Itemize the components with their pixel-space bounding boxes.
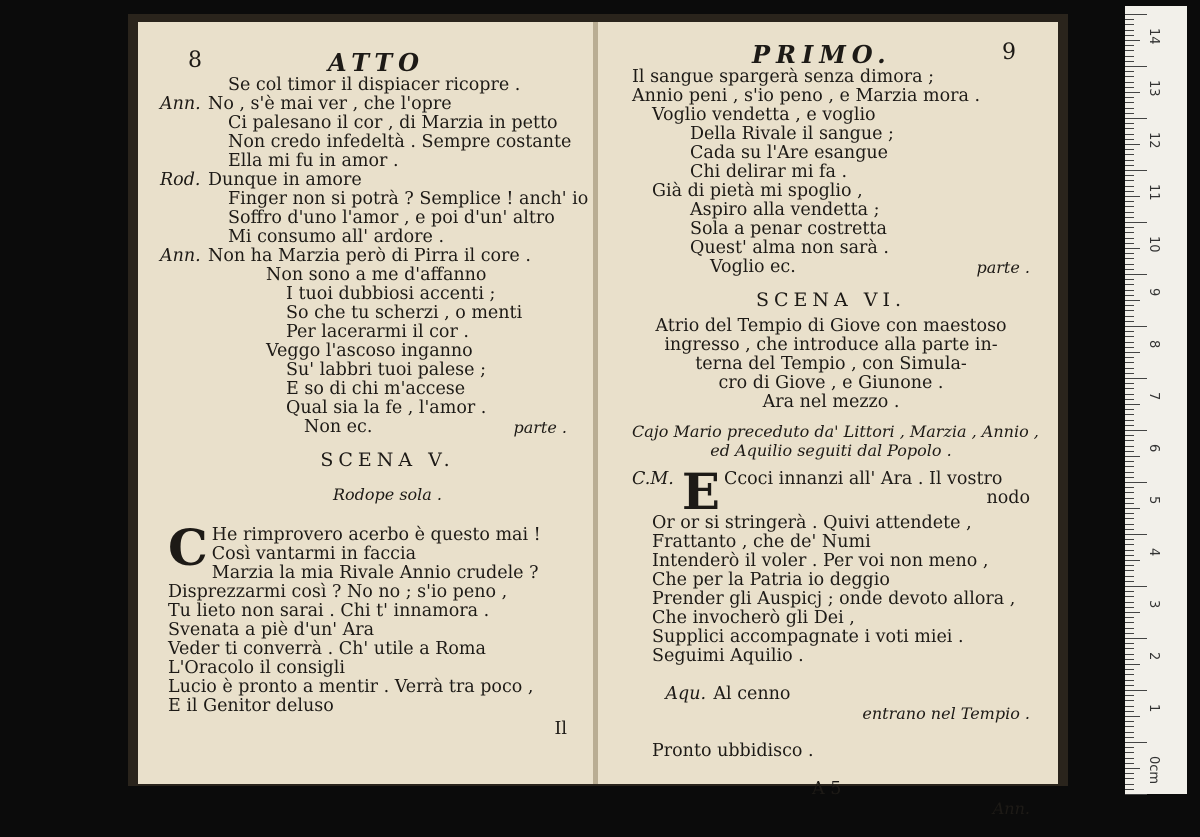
monologue-line: Lucio è pronto a mentir . Verrà tra poco , [168,677,534,697]
ruler-tick [1125,716,1140,717]
ruler-number: 0cm [1146,756,1161,785]
ruler-tick [1125,50,1134,51]
ruler-number: 6 [1146,444,1161,453]
ruler-tick [1125,466,1134,467]
ruler-tick [1125,87,1134,88]
ruler-tick [1125,108,1134,109]
ruler-tick [1125,388,1134,389]
ruler-tick [1125,56,1134,57]
ruler-tick [1125,773,1134,774]
exit-direction-left: parte . [513,418,567,437]
ruler-tick [1125,544,1134,545]
verse-text: Dunque in amore [208,170,362,190]
ruler-tick [1125,336,1134,337]
monologue-line: Così vantarmi in faccia [211,544,417,564]
running-head-right: PRIMO. [752,40,892,69]
ruler-tick [1125,700,1134,701]
ruler-tick [1125,82,1134,83]
ruler-number: 14 [1146,28,1161,45]
ruler-tick [1125,768,1140,769]
monologue-line: Disprezzarmi così ? No no ; s'io peno , [168,582,508,602]
ruler-number: 2 [1146,652,1161,661]
ruler-tick [1125,690,1147,691]
ruler-tick [1125,778,1134,779]
ruler-tick [1125,165,1134,166]
ruler-tick [1125,331,1134,332]
verse-line: Della Rivale il sangue ; [690,124,894,144]
verse-line [208,399,567,418]
ruler-tick [1125,482,1147,483]
monologue [168,518,567,716]
monologue-lines [168,545,567,716]
verse-line [208,76,567,95]
dropcap-left: C [168,518,208,577]
ruler-tick [1125,560,1140,561]
verse-text: Mi consumo all' ardore . [228,227,445,247]
scene-subtitle-left: Rodope sola . [332,485,443,504]
ruler-tick [1125,186,1134,187]
ruler-tick [1125,472,1134,473]
ruler-tick [1125,253,1134,254]
ruler-tick [1125,316,1134,317]
monologue-line: E il Genitor deluso [168,696,334,716]
ruler-tick [1125,628,1134,629]
ruler-number: 7 [1146,392,1161,401]
ruler-tick [1125,310,1134,311]
ruler-tick [1125,732,1134,733]
ruler-number: 12 [1146,132,1161,149]
ruler-tick [1125,602,1134,603]
ruler-tick [1125,612,1140,613]
ruler-tick [1125,232,1134,233]
ruler-tick [1125,617,1134,618]
ruler-tick [1125,368,1134,369]
speech-first-line: Ccoci innanzi all' Ara . Il vostro [723,469,1003,489]
ruler-tick [1125,498,1134,499]
verse-text: Finger non si potrà ? Semplice ! anch' io [228,189,589,209]
cm-speech [632,462,1030,666]
catchword-left: Il [554,719,567,739]
verse-text: So che tu scherzi , o menti [286,303,523,323]
verse-text: I tuoi dubbiosi accenti ; [286,284,496,304]
speech-line: Frattanto , che de' Numi [652,532,871,552]
right-header [632,40,1030,68]
ruler-tick [1125,238,1134,239]
ruler-tick [1125,399,1134,400]
speaker-aqu: Aqu. [665,684,707,704]
verse-line [208,342,567,361]
ruler-tick [1125,258,1134,259]
verse-text: Ci palesano il cor , di Marzia in petto [228,113,558,133]
ruler-tick [1125,648,1134,649]
ruler-tick [1125,747,1134,748]
exit-direction-right: parte . [976,258,1030,277]
ruler-tick [1125,643,1134,644]
verse-text: Se col timor il dispiacer ricopre . [228,75,521,95]
monologue-line: Tu lieto non sarai . Chi t' innamora . [168,601,490,621]
ruler-tick [1125,596,1134,597]
ruler-tick [1125,274,1147,275]
ruler-tick [1125,352,1140,353]
page-number-left: 8 [188,48,202,73]
page-number-right: 9 [1002,40,1016,65]
ruler-tick [1125,243,1134,244]
ruler-tick [1125,134,1134,135]
measurement-ruler [1125,6,1187,794]
ruler-tick [1125,524,1134,525]
ruler-tick [1125,435,1134,436]
ruler-tick [1125,269,1134,270]
monologue-line: L'Oracolo il consigli [168,658,345,678]
dropcap-right: E [681,462,720,521]
ruler-tick [1125,726,1134,727]
monologue-first-line: He rimprovero acerbo è questo mai ! [211,525,541,545]
ruler-tick [1125,326,1147,327]
ruler-tick [1125,477,1134,478]
ruler-tick [1125,607,1134,608]
ruler-tick [1125,139,1134,140]
ruler-number: 11 [1146,184,1161,201]
speech-line: Intenderò il voler . Per voi non meno , [652,551,989,571]
ruler-tick [1125,160,1134,161]
speaker-label: Rod. [160,170,201,190]
verse-line [208,380,567,399]
ruler-tick [1125,451,1134,452]
ruler-tick [1125,695,1134,696]
setting-line: terna del Tempio , con Simula- [695,354,967,374]
monologue-line: Marzia la mia Rivale Annio crudele ? [211,563,539,583]
ruler-tick [1125,487,1134,488]
ruler-tick [1125,305,1134,306]
ruler-tick [1125,409,1134,410]
speech-line: Or or si stringerà . Quivi attendete , [652,513,972,533]
speech-first-cont: nodo [986,488,1030,508]
verse-line: Sola a penar costretta [690,219,887,239]
ruler-tick [1125,420,1134,421]
verse-text: Non credo infedeltà . Sempre costante [228,132,572,152]
ruler-tick [1125,654,1134,655]
ruler-tick [1125,45,1134,46]
monologue-line: Svenata a piè d'un' Ara [168,620,375,640]
ruler-tick [1125,118,1147,119]
ruler-tick [1125,30,1134,31]
speech-line: Prender gli Auspicj ; onde devoto allora , [652,589,1016,609]
ruler-tick [1125,71,1134,72]
ruler-tick [1125,342,1134,343]
verse-line [208,323,567,342]
ruler-tick [1125,456,1140,457]
ruler-tick [1125,175,1134,176]
verse-line: Già di pietà mi spoglio , [652,181,863,201]
verse-line: Aspiro alla vendetta ; [690,200,880,220]
right-verse-block [632,68,1030,277]
ruler-tick [1125,212,1134,213]
ruler-tick [1125,685,1134,686]
ruler-number: 13 [1146,80,1161,97]
left-verse-block [160,75,589,437]
ruler-tick [1125,66,1147,67]
ruler-tick [1125,763,1134,764]
ruler-tick [1125,737,1134,738]
ruler-tick [1125,534,1147,535]
scene-title-left: SCENA V. [320,449,455,471]
ruler-tick [1125,576,1134,577]
verse-line [208,152,567,171]
aqu-text-2: Pronto ubbidisco . [652,741,814,761]
ruler-tick [1125,128,1134,129]
ruler-tick [1125,586,1147,587]
setting-line: ingresso , che introduce alla parte in- [664,335,998,355]
ruler-tick [1125,446,1134,447]
ruler-tick [1125,97,1134,98]
ruler-tick [1125,669,1134,670]
ruler-tick [1125,711,1134,712]
ruler-tick [1125,113,1134,114]
ruler-tick [1125,680,1134,681]
characters-line: Cajo Mario preceduto da' Littori , Marzia , Annio , [632,422,1039,441]
ruler-tick [1125,35,1134,36]
ruler-tick [1125,758,1134,759]
ruler-tick [1125,154,1134,155]
ruler-tick [1125,742,1147,743]
ruler-tick [1125,529,1134,530]
ruler-tick [1125,508,1140,509]
right-page [598,22,1058,818]
speaker-cm: C.M. [632,469,674,489]
verse-text: Soffro d'uno l'amor , e poi d'un' altro [228,208,555,228]
verse-text: Ella mi fu in amor . [228,151,399,171]
verse-line [160,171,567,190]
ruler-tick [1125,789,1134,790]
ruler-tick [1125,284,1134,285]
ruler-tick [1125,378,1147,379]
open-book [128,14,1068,818]
left-page [138,22,593,784]
verse-line: Il sangue spargerà senza dimora ; [632,67,935,87]
ruler-tick [1125,674,1134,675]
ruler-tick [1125,425,1134,426]
ruler-tick [1125,180,1134,181]
ruler-tick [1125,144,1140,145]
ruler-tick [1125,503,1134,504]
ruler-tick [1125,76,1134,77]
verse-text: Su' labbri tuoi palese ; [286,360,486,380]
ruler-tick [1125,347,1134,348]
ruler-tick [1125,201,1134,202]
ruler-tick [1125,264,1134,265]
speech-line: Supplici accompagnate i voti miei . [652,627,964,647]
verse-line: Voglio vendetta , e voglio [652,105,876,125]
speaker-label: Ann. [160,246,201,266]
ruler-tick [1125,217,1134,218]
verse-line [208,132,572,152]
verse-line: Voglio ec. [710,257,796,277]
ruler-tick [1125,24,1134,25]
ruler-tick [1125,633,1134,634]
verse-line [160,247,567,266]
ruler-tick [1125,570,1134,571]
verse-line [208,361,567,380]
setting-line: Ara nel mezzo . [762,392,900,412]
ruler-tick [1125,295,1134,296]
verse-text: Non sono a me d'affanno [266,265,487,285]
ruler-number: 8 [1146,340,1161,349]
ruler-tick [1125,19,1134,20]
ruler-tick [1125,149,1134,150]
speech-lines [632,514,1030,666]
speaker-label: Ann. [160,94,201,114]
running-head-left: ATTO [328,48,426,77]
ruler-tick [1125,206,1134,207]
ruler-number: 10 [1146,236,1161,253]
ruler-tick [1125,394,1134,395]
ruler-tick [1125,513,1134,514]
ruler-tick [1125,290,1134,291]
verse-line [208,189,589,209]
ruler-number: 9 [1146,288,1161,297]
verse-text: Per lacerarmi il cor . [286,322,469,342]
ruler-tick [1125,638,1147,639]
ruler-tick [1125,222,1147,223]
verse-line [208,114,567,133]
scene-characters [632,422,1039,460]
setting-line: cro di Giove , e Giunone . [718,373,944,393]
ruler-tick [1125,721,1134,722]
ruler-tick [1125,102,1134,103]
ruler-tick [1125,784,1134,785]
ruler-tick [1125,581,1134,582]
aqu-direction: entrano nel Tempio . [862,704,1030,723]
left-header [188,48,567,77]
verse-line [208,228,567,247]
scene-setting [632,317,1030,412]
verse-text: Non ec. [304,417,373,437]
speech-line: Seguimi Aquilio . [652,646,804,666]
ruler-tick [1125,752,1134,753]
ruler-tick [1125,550,1134,551]
verse-text: Veggo l'ascoso inganno [266,341,473,361]
ruler-tick [1125,518,1134,519]
ruler-tick [1125,794,1147,795]
catchword-right: Ann. [992,799,1030,818]
ruler-tick [1125,300,1140,301]
ruler-tick [1125,440,1134,441]
ruler-tick [1125,555,1134,556]
ruler-tick [1125,373,1134,374]
ruler-number: 5 [1146,496,1161,505]
ruler-number: 3 [1146,600,1161,609]
verse-line: Annio peni , s'io peno , e Marzia mora . [632,86,981,106]
ruler-tick [1125,61,1134,62]
verse-line: Quest' alma non sarà . [690,238,889,258]
ruler-tick [1125,659,1134,660]
scene-title-right: SCENA VI. [755,289,907,311]
ruler-tick [1125,622,1134,623]
ruler-tick [1125,461,1134,462]
ruler-tick [1125,196,1140,197]
verse-text: E so di chi m'accese [286,379,466,399]
characters-line: ed Aquilio seguiti dal Popolo . [710,441,952,460]
verse-line: Chi delirar mi fa . [690,162,848,182]
setting-line: Atrio del Tempio di Giove con maestoso [655,316,1007,336]
aqu-text: Al cenno [713,684,791,704]
ruler-tick [1125,92,1140,93]
verse-line [208,285,567,304]
ruler-tick [1125,248,1140,249]
ruler-tick [1125,123,1134,124]
ruler-tick [1125,321,1134,322]
ruler-tick [1125,414,1134,415]
verse-line [208,209,567,228]
verse-text: Non ha Marzia però di Pirra il core . [208,246,531,266]
ruler-tick [1125,227,1134,228]
ruler-tick [1125,279,1134,280]
monologue-line: Veder ti converrà . Ch' utile a Roma [168,639,486,659]
ruler-tick [1125,539,1134,540]
ruler-tick [1125,14,1147,15]
signature: A 5 [812,779,842,799]
ruler-tick [1125,706,1134,707]
speech-line: Che invocherò gli Dei , [652,608,855,628]
verse-line [160,95,567,114]
verse-line: Cada su l'Are esangue [690,143,889,163]
ruler-tick [1125,664,1140,665]
speech-line: Che per la Patria io deggio [652,570,890,590]
verse-line [208,266,567,285]
verse-text: No , s'è mai ver , che l'opre [208,94,452,114]
ruler-tick [1125,383,1134,384]
ruler-tick [1125,492,1134,493]
verse-line [208,304,567,323]
ruler-number: 4 [1146,548,1161,557]
ruler-tick [1125,565,1134,566]
ruler-tick [1125,404,1140,405]
ruler-tick [1125,40,1140,41]
ruler-tick [1125,362,1134,363]
ruler-tick [1125,430,1147,431]
ruler-number: 1 [1146,704,1161,713]
ruler-tick [1125,357,1134,358]
aquilio-line [632,666,1030,742]
verse-text: Qual sia la fe , l'amor . [286,398,487,418]
ruler-tick [1125,170,1147,171]
ruler-tick [1125,591,1134,592]
ruler-tick [1125,191,1134,192]
